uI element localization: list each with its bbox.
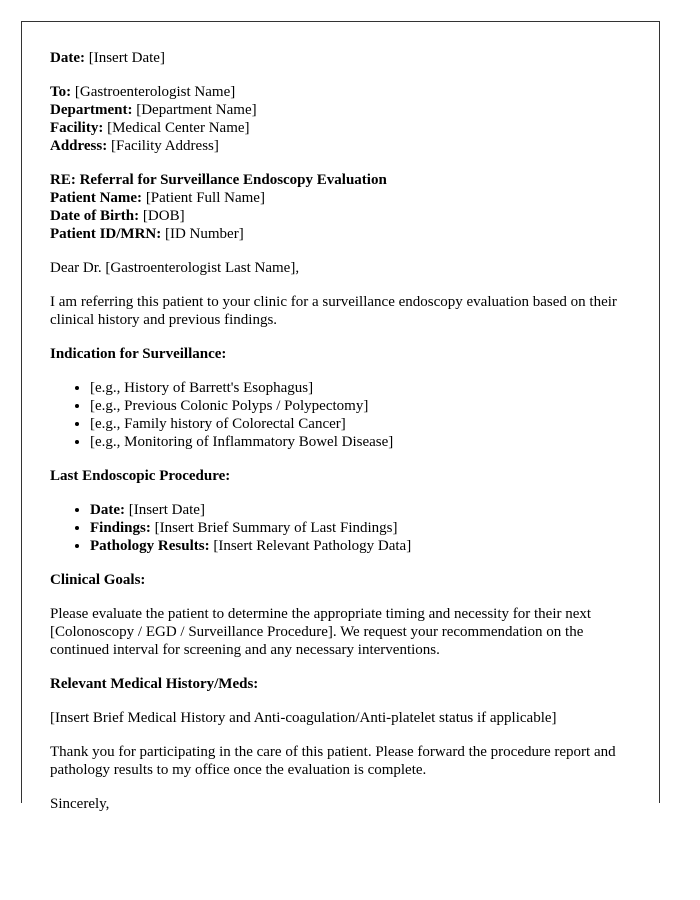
date-value: [Insert Date] <box>84 50 165 66</box>
indication-heading: Indication for Surveillance: <box>50 346 227 362</box>
list-item: • [e.g., History of Barrett's Esophagus] <box>90 379 640 397</box>
list-item <box>90 519 640 537</box>
patient-name-label: Patient Name: <box>50 190 143 206</box>
pathology-label: Pathology Results: <box>90 538 210 554</box>
medical-history-paragraph: [Insert Brief Medical History and Anti-coagulation/Anti-platelet status if applicable] <box>50 710 557 726</box>
facility-label: Facility: <box>50 120 104 136</box>
to-label: To: <box>50 84 72 100</box>
pathology-value: [Insert Relevant Pathology Data] <box>209 538 412 554</box>
findings-value: [Insert Brief Summary of Last Findings] <box>150 520 398 536</box>
mrn-label: Patient ID/MRN: <box>50 226 162 242</box>
mrn-line <box>50 225 640 243</box>
list-item: • [e.g., Monitoring of Inflammatory Bowel Disease] <box>90 433 640 451</box>
patient-name-value: [Patient Full Name] <box>142 190 265 206</box>
address-value: [Facility Address] <box>107 138 219 154</box>
department-value: [Department Name] <box>132 102 257 118</box>
signoff: Sincerely, <box>50 796 110 812</box>
dob-label: Date of Birth: <box>50 208 140 224</box>
date-line <box>50 49 640 67</box>
patient-name-line <box>50 189 640 207</box>
clinical-goals-paragraph: Please evaluate the patient to determine the appropriate timing and necessity for their next [Colonoscopy / EGD / Surveillance Procedure]. We request your recommendation on the continued interval for screening and any necessary interventions. <box>50 606 592 658</box>
procedure-date-value: [Insert Date] <box>124 502 205 518</box>
re-block <box>50 171 640 243</box>
address-label: Address: <box>50 138 108 154</box>
date-label: Date: <box>50 50 85 66</box>
closing-paragraph: Thank you for participating in the care of this patient. Please forward the procedure report and pathology results to my office once the evaluation is complete. <box>50 744 616 778</box>
address-line <box>50 137 640 155</box>
findings-label: Findings: <box>90 520 151 536</box>
last-procedure-list <box>50 501 640 555</box>
department-label: Department: <box>50 102 133 118</box>
to-value: [Gastroenterologist Name] <box>71 84 236 100</box>
department-line <box>50 101 640 119</box>
recipient-block <box>50 83 640 155</box>
list-item: • [e.g., Previous Colonic Polyps / Polypectomy] <box>90 397 640 415</box>
salutation: Dear Dr. [Gastroenterologist Last Name], <box>50 260 300 276</box>
re-subject: RE: Referral for Surveillance Endoscopy Evaluation <box>50 172 387 188</box>
dob-line <box>50 207 640 225</box>
list-item <box>90 501 640 519</box>
mrn-value: [ID Number] <box>161 226 244 242</box>
list-item: • [e.g., Family history of Colorectal Cancer] <box>90 415 640 433</box>
indication-list <box>50 379 640 451</box>
last-procedure-heading: Last Endoscopic Procedure: <box>50 468 231 484</box>
facility-line <box>50 119 640 137</box>
list-item <box>90 537 640 555</box>
dob-value: [DOB] <box>139 208 185 224</box>
facility-value: [Medical Center Name] <box>103 120 250 136</box>
procedure-date-label: Date: <box>90 502 125 518</box>
clinical-goals-heading: Clinical Goals: <box>50 572 146 588</box>
letter-content <box>50 49 640 829</box>
intro-paragraph: I am referring this patient to your clinic for a surveillance endoscopy evaluation based on their clinical history and previous findings. <box>50 294 617 328</box>
letter-page <box>21 21 660 812</box>
medical-history-heading: Relevant Medical History/Meds: <box>50 676 259 692</box>
to-line <box>50 83 640 101</box>
